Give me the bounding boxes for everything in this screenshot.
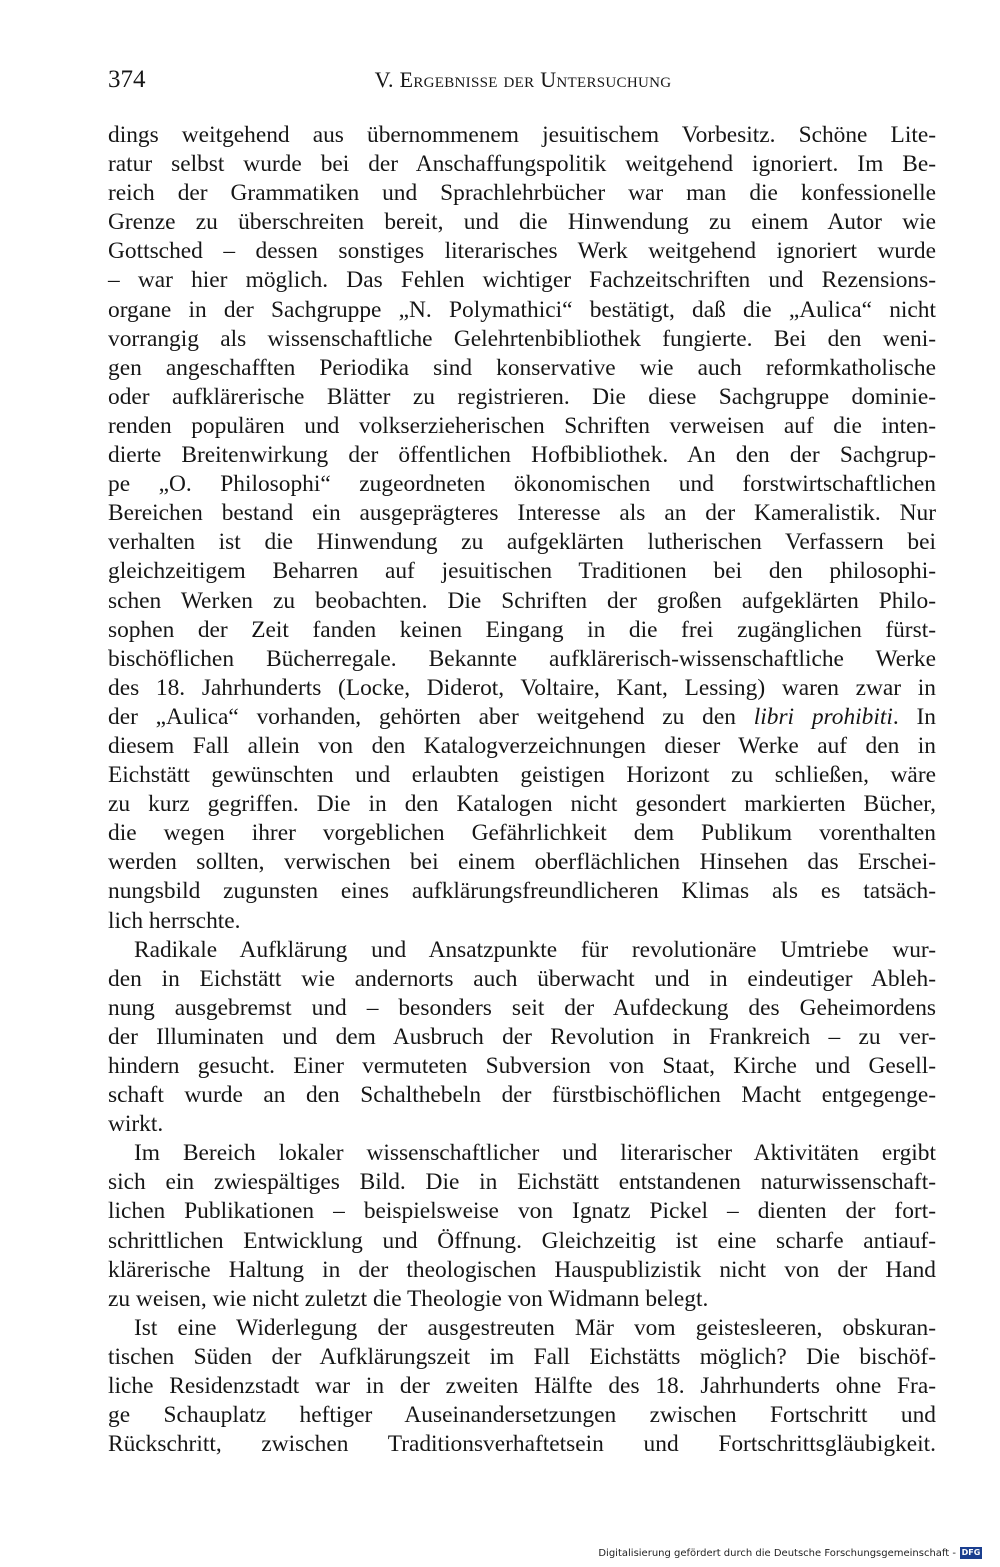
text-line: Bereichen bestand ein ausgeprägteres Interesse als an der Kameralistik. Nur [108, 500, 936, 527]
text-line: organe in der Sachgruppe „N. Polymathici“ bestätigt, daß die „Aulica“ nicht [108, 296, 936, 323]
text-line: Radikale Aufklärung und Ansatzpunkte für revolutionäre Umtriebe wur- [134, 936, 936, 963]
digitization-footer [598, 1545, 982, 1561]
italic-term: libri prohibiti [753, 703, 893, 730]
text-line: ge Schauplatz heftiger Auseinandersetzungen zwischen Fortschritt und [108, 1402, 936, 1429]
text-line: lich herrschte. [108, 907, 241, 934]
text-line: schrittlichen Entwicklung und Öffnung. Gleichzeitig ist eine scharfe antiauf- [108, 1227, 936, 1254]
text-line: zu kurz gegriffen. Die in den Katalogen nicht gesondert markierten Bücher, [108, 791, 936, 818]
text-line: wirkt. [108, 1111, 164, 1138]
text-line: Grenze zu überschreiten bereit, und die Hinwendung zu einem Autor wie [108, 209, 936, 236]
page-header [108, 60, 938, 100]
text-line: – war hier möglich. Das Fehlen wichtiger Fachzeitschriften und Rezensions- [108, 267, 936, 294]
text-line: Im Bereich lokaler wissenschaftlicher und literarischer Aktivitäten ergibt [134, 1140, 936, 1167]
text-line: hindern gesucht. Einer vermuteten Subversion von Staat, Kirche und Gesell- [108, 1053, 936, 1079]
text-line: des 18. Jahrhunderts (Locke, Diderot, Voltaire, Kant, Lessing) waren zwar in [108, 674, 936, 701]
body-text [108, 121, 936, 1459]
footer-credit: Digitalisierung gefördert durch die Deutsche Forschungsgemeinschaft - [598, 1547, 956, 1559]
text-line: sich ein zwiespältiges Bild. Die in Eichstätt entstandenen naturwissenschaft- [108, 1169, 936, 1196]
text-line: schen Werken zu beobachten. Die Schriften der großen aufgeklärten Philo- [108, 587, 936, 614]
text-line: gleichzeitigem Beharren auf jesuitischen Traditionen bei den philosophi- [108, 558, 936, 585]
text-line: dierte Breitenwirkung der öffentlichen Hofbibliothek. An den der Sachgrup- [108, 442, 936, 469]
text-line: den in Eichstätt wie andernorts auch überwacht und in eindeutiger Ableh- [108, 965, 936, 992]
text-line: Gottsched – dessen sonstiges literarisches Werk weitgehend ignoriert wurde [108, 238, 936, 265]
running-head: V. Ergebnisse der Untersuchung [374, 67, 672, 92]
text-line: vorrangig als wissenschaftliche Gelehrtenbibliothek fungierte. Bei den weni- [108, 325, 936, 352]
text-line: sophen der Zeit fanden keinen Eingang in die frei zugänglichen fürst- [108, 616, 936, 643]
text-line [108, 703, 936, 732]
text-line: diesem Fall allein von den Katalogverzeichnungen dieser Werke auf den in [108, 732, 936, 759]
text-line: bischöflichen Bücherregale. Bekannte aufklärerisch-wissenschaftliche Werke [108, 645, 936, 672]
text-line: Ist eine Widerlegung der ausgestreuten Mär vom geistesleeren, obskuran- [134, 1314, 936, 1341]
text-segment: . In [892, 703, 936, 730]
text-line: Eichstätt gewünschten und erlaubten geistigen Horizont zu schließen, wäre [108, 762, 936, 789]
text-line: pe „O. Philosophi“ zugeordneten ökonomischen und forstwirtschaftlichen [108, 471, 936, 498]
text-line: liche Residenzstadt war in der zweiten Hälfte des 18. Jahrhunderts ohne Fra- [108, 1373, 936, 1400]
text-line: nungsbild zugunsten eines aufklärungsfreundlicheren Klimas als es tatsäch- [108, 878, 936, 905]
text-line: der Illuminaten und dem Ausbruch der Revolution in Frankreich – zu ver- [108, 1023, 936, 1050]
text-line: reich der Grammatiken und Sprachlehrbücher war man die konfessionelle [108, 180, 936, 207]
text-line: werden sollten, verwischen bei einem oberflächlichen Hinsehen das Erschei- [108, 849, 936, 876]
text-line: tischen Süden der Aufklärungszeit im Fall Eichstätts möglich? Die bischöf- [108, 1343, 936, 1370]
text-line: lichen Publikationen – beispielsweise von Ignatz Pickel – dienten der fort- [108, 1198, 936, 1225]
page-number: 374 [108, 66, 146, 93]
text-line: nung ausgebremst und – besonders seit der Aufdeckung des Geheimordens [108, 994, 936, 1021]
text-line: dings weitgehend aus übernommenem jesuitischem Vorbesitz. Schöne Lite- [108, 122, 936, 148]
text-line: zu weisen, wie nicht zuletzt die Theologie von Widmann belegt. [108, 1285, 709, 1312]
text-segment: der „Aulica“ vorhanden, gehörten aber weitgehend zu den [108, 703, 736, 730]
text-line: schaft wurde an den Schalthebeln der fürstbischöflichen Macht entgegenge- [108, 1082, 936, 1109]
text-line: verhalten ist die Hinwendung zu aufgeklärten lutherischen Verfassern bei [108, 529, 936, 556]
text-line: ratur selbst wurde bei der Anschaffungspolitik weitgehend ignoriert. Im Be- [108, 151, 936, 178]
text-line: renden populären und volkserzieherischen Schriften verweisen auf die inten- [108, 412, 936, 439]
dfg-logo-icon: DFG [961, 1548, 981, 1557]
text-line: klärerische Haltung in der theologischen Hauspublizistik nicht von der Hand [108, 1256, 936, 1283]
text-line: die wegen ihrer vorgeblichen Gefährlichkeit dem Publikum vorenthalten [108, 820, 936, 847]
text-line: Rückschritt, zwischen Traditionsverhaftetsein und Fortschrittsgläubigkeit. [108, 1431, 936, 1458]
text-line: oder aufklärerische Blätter zu registrieren. Die diese Sachgruppe dominie- [108, 383, 936, 410]
text-line: gen angeschafften Periodika sind konservative wie auch reformkatholische [108, 354, 936, 381]
